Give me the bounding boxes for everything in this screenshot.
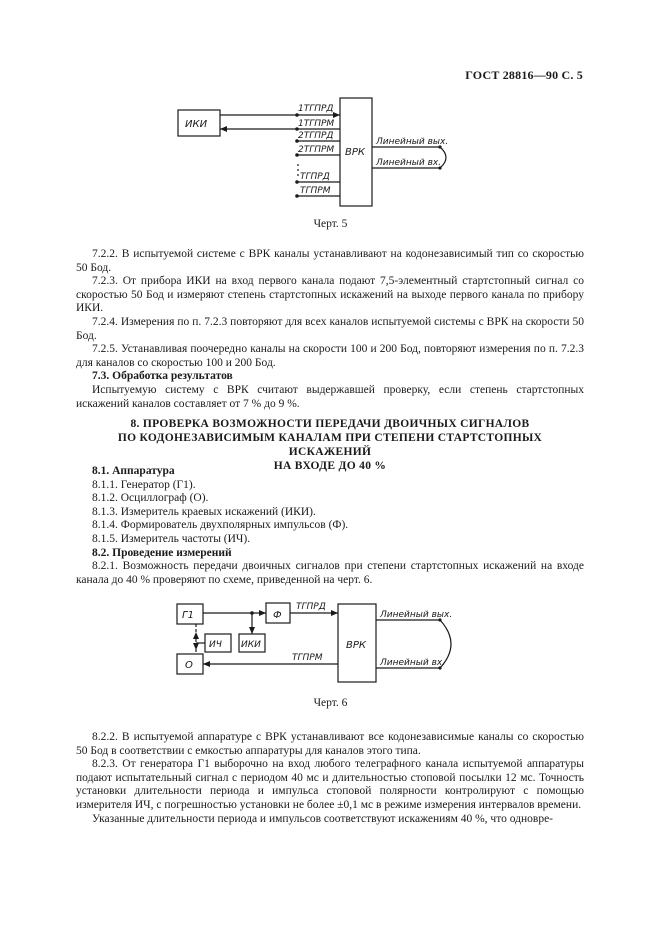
list-item: 8.1.5. Измеритель частоты (ИЧ).: [92, 532, 251, 545]
page-header: ГОСТ 28816—90 С. 5: [465, 68, 583, 82]
figure-5-diagram: [0, 92, 661, 214]
fig5-iki-label: ИКИ: [185, 119, 208, 130]
subsection-heading: 7.3. Обработка результатов: [92, 370, 233, 383]
fig6-f-label: Ф: [273, 610, 282, 621]
fig6-o-label: О: [185, 660, 193, 671]
subsection-heading: 8.2. Проведение измерений: [92, 546, 232, 559]
section-title-line: 8. ПРОВЕРКА ВОЗМОЖНОСТИ ПЕРЕДАЧИ ДВОИЧНЫХ СИГНАЛОВ: [130, 418, 530, 430]
fig6-prd-label: ТГПРД: [296, 602, 326, 612]
paragraph: 7.2.4. Измерения по п. 7.2.3 повторяют для всех каналов испытуемой системы с ВРК на скорости 50 Бод.: [76, 315, 584, 342]
body-text-block: [76, 731, 584, 826]
fig6-prm-label: ТГПРМ: [292, 653, 323, 663]
list-item: 8.1.4. Формирователь двухполярных импульсов (Ф).: [92, 519, 349, 532]
fig6-ich-label: ИЧ: [209, 640, 222, 650]
section-8-body: [76, 465, 584, 587]
body-text-block: [76, 248, 584, 411]
fig5-line-label: 1ТГПРМ: [298, 119, 335, 129]
fig6-in-label: Линейный вх.: [380, 658, 446, 668]
paragraph: 8.2.3. От генератора Г1 выборочно на вход любого телеграфного канала испытуемой аппаратуры подают испытательный сигнал с периодом 40 мс и длительностью стоповой посылки 12 мс. Точность установки длительности периода и импульса стоповой полярности контролируют с помощью измерителя ИЧ, с погрешностью установки не более ±0,1 мс в режиме измерения интервалов времени.: [76, 758, 584, 811]
list-item: 8.1.1. Генератор (Г1).: [92, 478, 196, 491]
paragraph: Испытуемую систему с ВРК считают выдержавшей проверку, если степень стартстопных искажений каналов составляет от 7 % до 9 %.: [76, 383, 584, 410]
figure-6-diagram: [0, 596, 661, 686]
fig5-out-label: Линейный вых.: [376, 137, 449, 147]
fig5-in-label: Линейный вх.: [376, 158, 442, 168]
fig6-g1-label: Г1: [182, 610, 194, 621]
section-title-line: ПО КОДОНЕЗАВИСИМЫМ КАНАЛАМ ПРИ СТЕПЕНИ СТАРТСТОПНЫХ ИСКАЖЕНИЙ: [117, 432, 543, 458]
fig6-iki-label: ИКИ: [241, 640, 261, 650]
fig5-vrk-label: ВРК: [345, 147, 365, 158]
paragraph: 8.2.1. Возможность передачи двоичных сигналов при степени стартстопных искажений на входе канала до 40 % проверяют по схеме, приведенной на черт. 6.: [76, 560, 584, 586]
fig6-out-label: Линейный вых.: [380, 610, 453, 620]
fig5-line-label: 2ТГПРМ: [298, 145, 335, 155]
fig5-line-label: 2ТГПРД: [298, 131, 334, 141]
paragraph: 7.2.2. В испытуемой системе с ВРК каналы устанавливают на кодонезависимый тип со скоростью 50 Бод.: [76, 248, 584, 274]
section-title-line: НА ВХОДЕ ДО 40 %: [273, 460, 387, 472]
paragraph: Указанные длительности периода и импульсов соответствуют искажениям 40 %, что одновре-: [92, 812, 553, 825]
figure-6-caption: Черт. 6: [313, 697, 348, 709]
paragraph: 7.2.3. От прибора ИКИ на вход первого канала подают 7,5-элементный стартстопный сигнал со скоростью 50 Бод и измеряют степень стартстопных искажений на выходе первого канала по прибору ИКИ.: [76, 275, 584, 315]
paragraph: 7.2.5. Устанавливая поочередно каналы на скорости 100 и 200 Бод, повторяют измерения по п. 7.2.3 для каналов со скоростью 100 и 200 Бод.: [76, 343, 584, 369]
fig5-line-label: 1ТГПРД: [298, 104, 334, 114]
paragraph: 8.2.2. В испытуемой аппаратуре с ВРК устанавливают все кодонезависимые каналы со скоростью 50 Бод в соответствии с емкостью аппаратуры для каналов этого типа.: [76, 731, 584, 757]
fig5-line-label: ТГПРМ: [300, 186, 331, 196]
subsection-heading: 8.1. Аппаратура: [92, 465, 175, 477]
list-item: 8.1.3. Измеритель краевых искажений (ИКИ).: [92, 505, 316, 518]
figure-5-caption: Черт. 5: [313, 218, 348, 230]
list-item: 8.1.2. Осциллограф (О).: [92, 492, 209, 505]
fig6-vrk-label: ВРК: [346, 640, 366, 651]
fig5-line-label: ТГПРД: [300, 172, 330, 182]
